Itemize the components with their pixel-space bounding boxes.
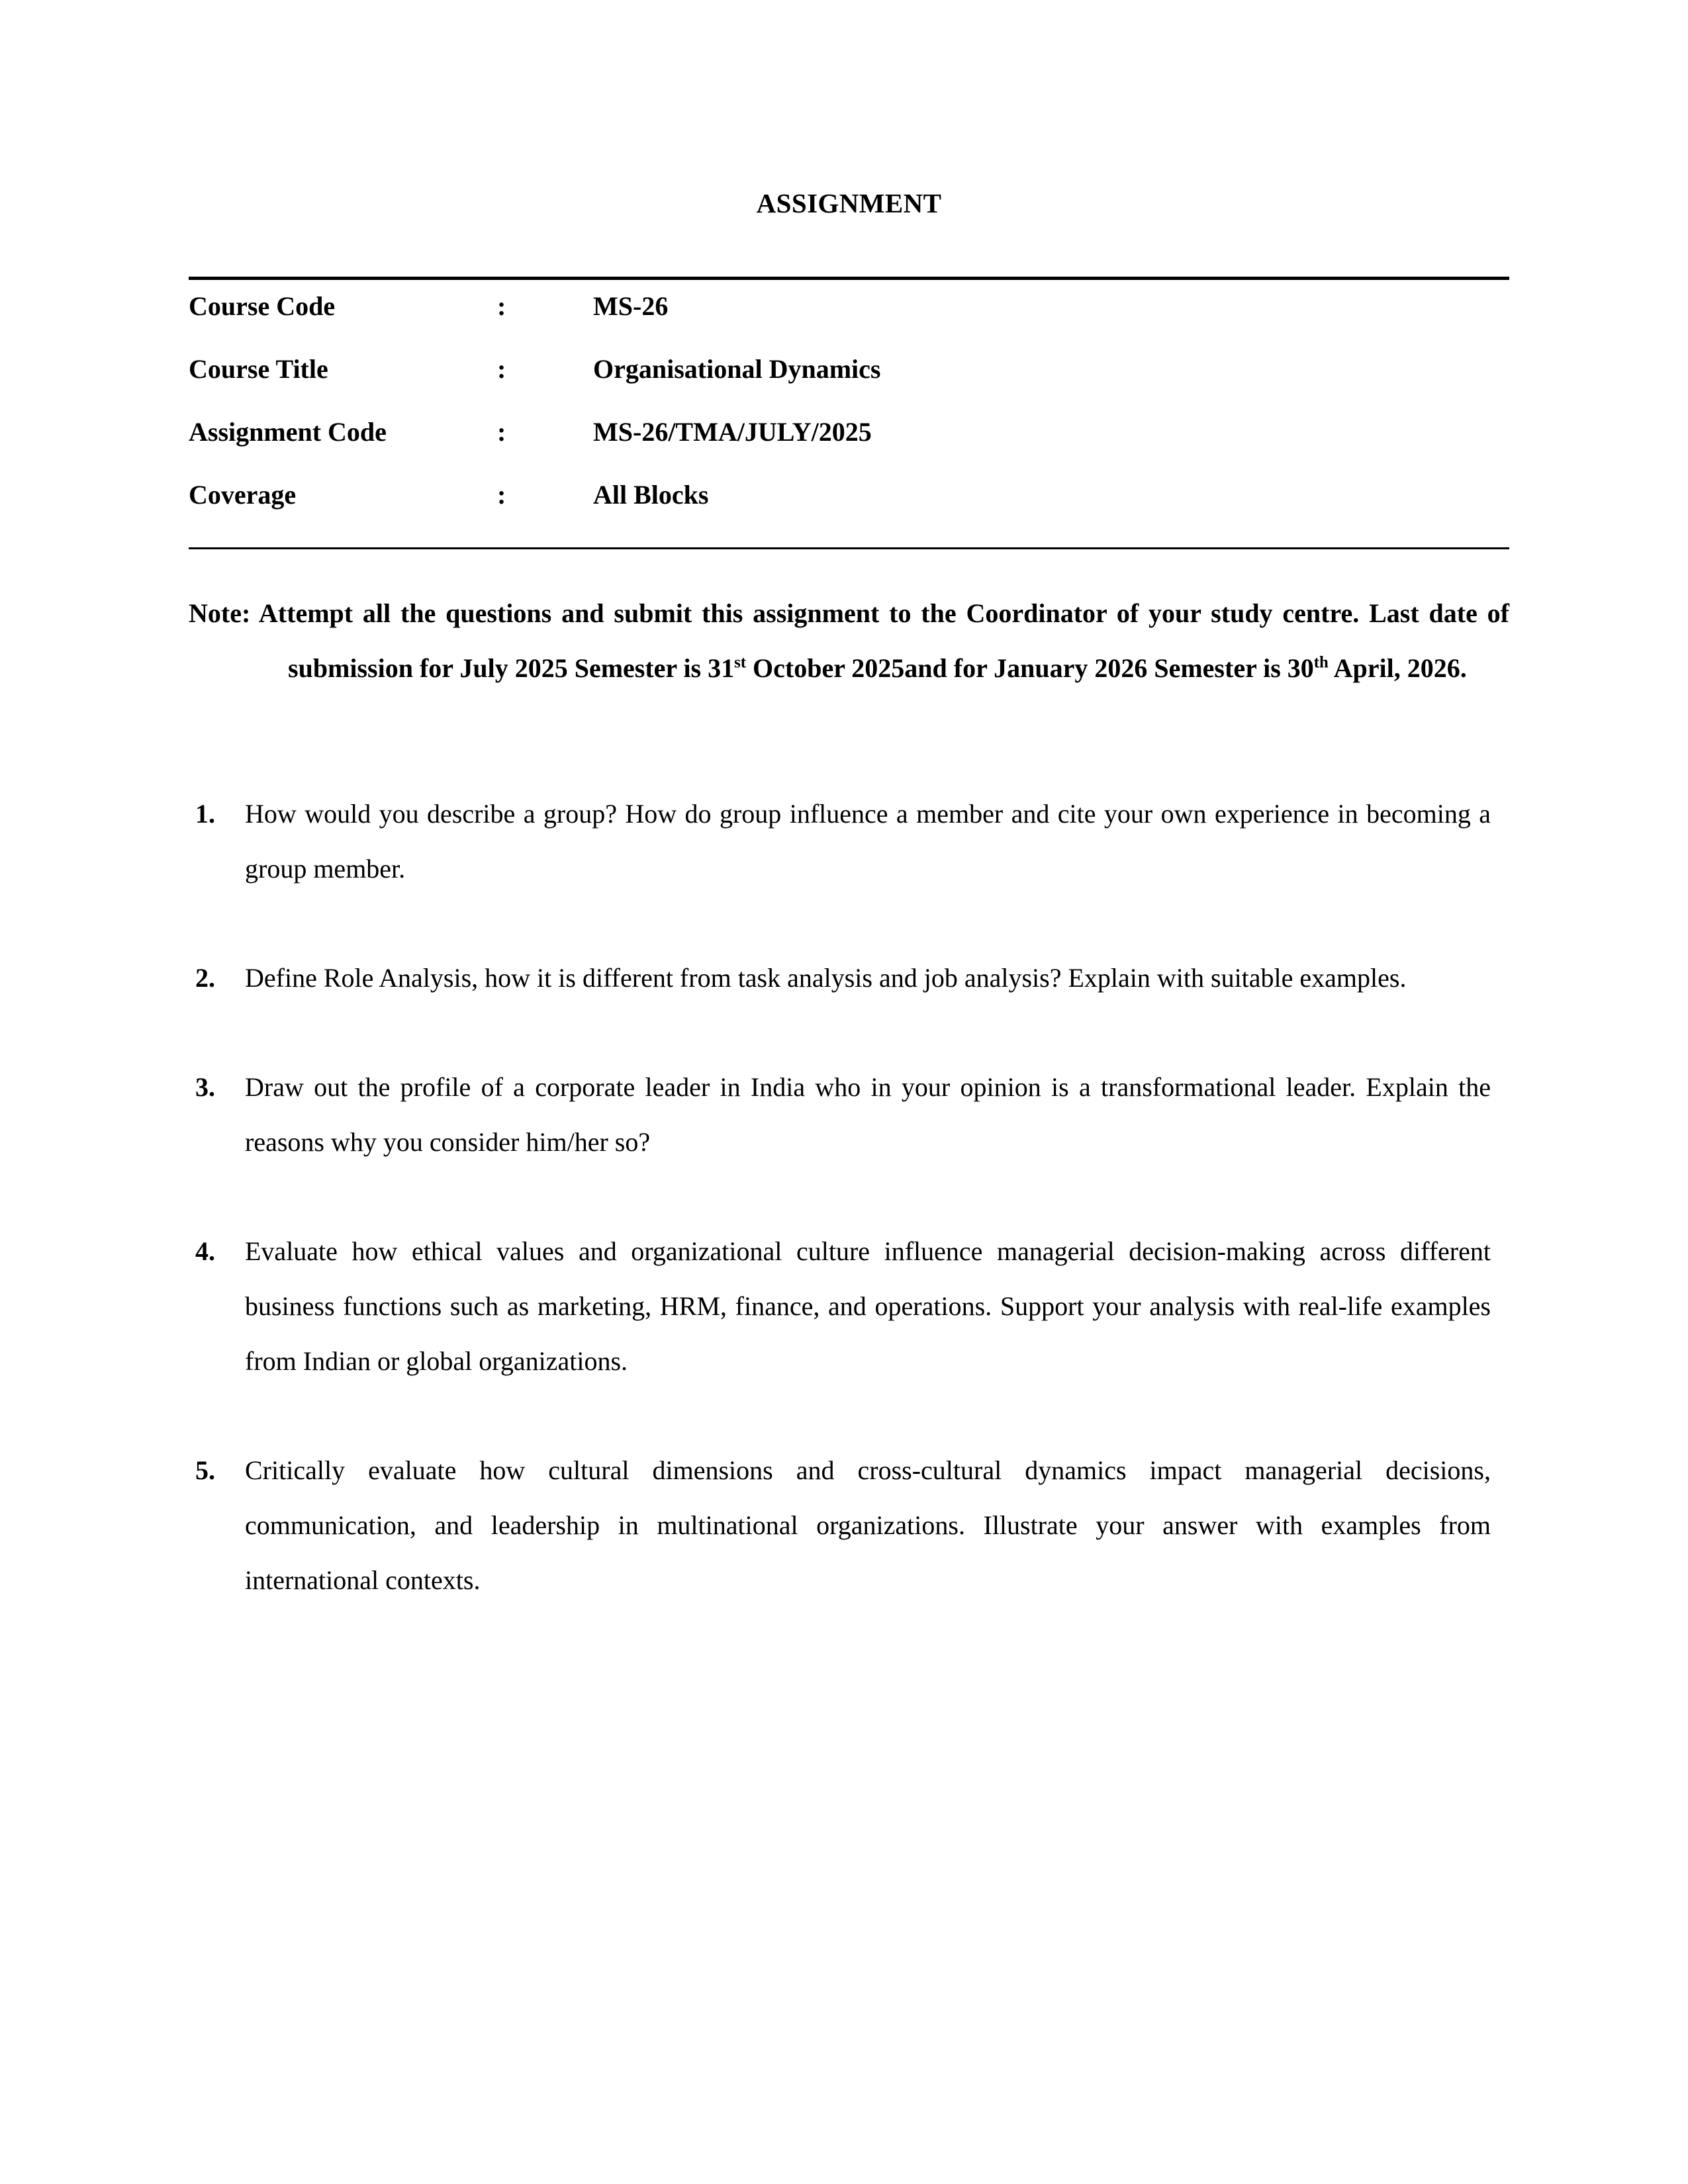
question-number: 3.: [195, 1072, 215, 1102]
info-row-course-code: [189, 291, 1509, 353]
info-colon-assignment-code: :: [497, 417, 506, 447]
info-table-rows: [189, 280, 1509, 547]
course-info-block: [189, 277, 1509, 549]
question-number: 2.: [195, 963, 215, 993]
question-text: Define Role Analysis, how it is different from task analysis and job analysis? Explain with suitable examples.: [245, 963, 1407, 993]
question-text: How would you describe a group? How do group influence a member and cite your own experience in becoming a group member.: [245, 799, 1491, 884]
info-value-course-title: Organisational Dynamics: [593, 354, 881, 384]
question-number: 4.: [195, 1236, 215, 1266]
info-row-coverage: [189, 479, 1509, 542]
page-title: ASSIGNMENT: [756, 188, 942, 218]
question-item: [189, 950, 1509, 1005]
info-colon-coverage: :: [497, 480, 506, 510]
info-label-coverage: Coverage: [189, 480, 297, 510]
info-value-coverage: All Blocks: [593, 480, 709, 510]
info-row-course-title: [189, 353, 1509, 416]
note-part-3: April, 2026.: [1328, 653, 1467, 683]
info-label-course-title: Course Title: [189, 354, 328, 384]
note-part-2: October 2025and for January 2026 Semester is 30: [746, 653, 1314, 683]
question-text: Evaluate how ethical values and organizational culture influence managerial decision-making across different business functions such as marketing, HRM, finance, and operations. Support your analysis with real-life examples from Indian or global organizations.: [245, 1236, 1491, 1376]
info-value-course-code: MS-26: [593, 291, 669, 321]
question-item: [189, 1060, 1509, 1169]
info-label-assignment-code: Assignment Code: [189, 417, 387, 447]
question-text: Critically evaluate how cultural dimensions and cross-cultural dynamics impact managerial decisions, communication, and leadership in multinational organizations. Illustrate your answer with examples from international contexts.: [245, 1455, 1491, 1595]
question-item: [189, 1224, 1509, 1388]
question-item: [189, 1443, 1509, 1608]
questions-list: [189, 786, 1509, 1608]
question-number: 1.: [195, 799, 215, 829]
note-ordinal-suffix-th: th: [1313, 653, 1329, 672]
info-row-assignment-code: [189, 416, 1509, 479]
info-colon-course-title: :: [497, 354, 506, 384]
note-ordinal-suffix-st: st: [734, 653, 747, 672]
info-table-bottom-rule: [189, 547, 1509, 549]
submission-note: [189, 586, 1509, 696]
info-colon-course-code: :: [497, 291, 506, 321]
question-item: [189, 786, 1509, 896]
note-prefix: Note:: [189, 598, 251, 628]
info-value-assignment-code: MS-26/TMA/JULY/2025: [593, 417, 872, 447]
question-text: Draw out the profile of a corporate leader in India who in your opinion is a transformational leader. Explain the reasons why you consider him/her so?: [245, 1072, 1491, 1157]
info-label-course-code: Course Code: [189, 291, 336, 321]
note-part-1: Attempt all the questions and submit this assignment to the Coordinator of your study centre. Last date of submission for July 2025 Semester is 31: [250, 598, 1509, 683]
question-number: 5.: [195, 1455, 215, 1485]
